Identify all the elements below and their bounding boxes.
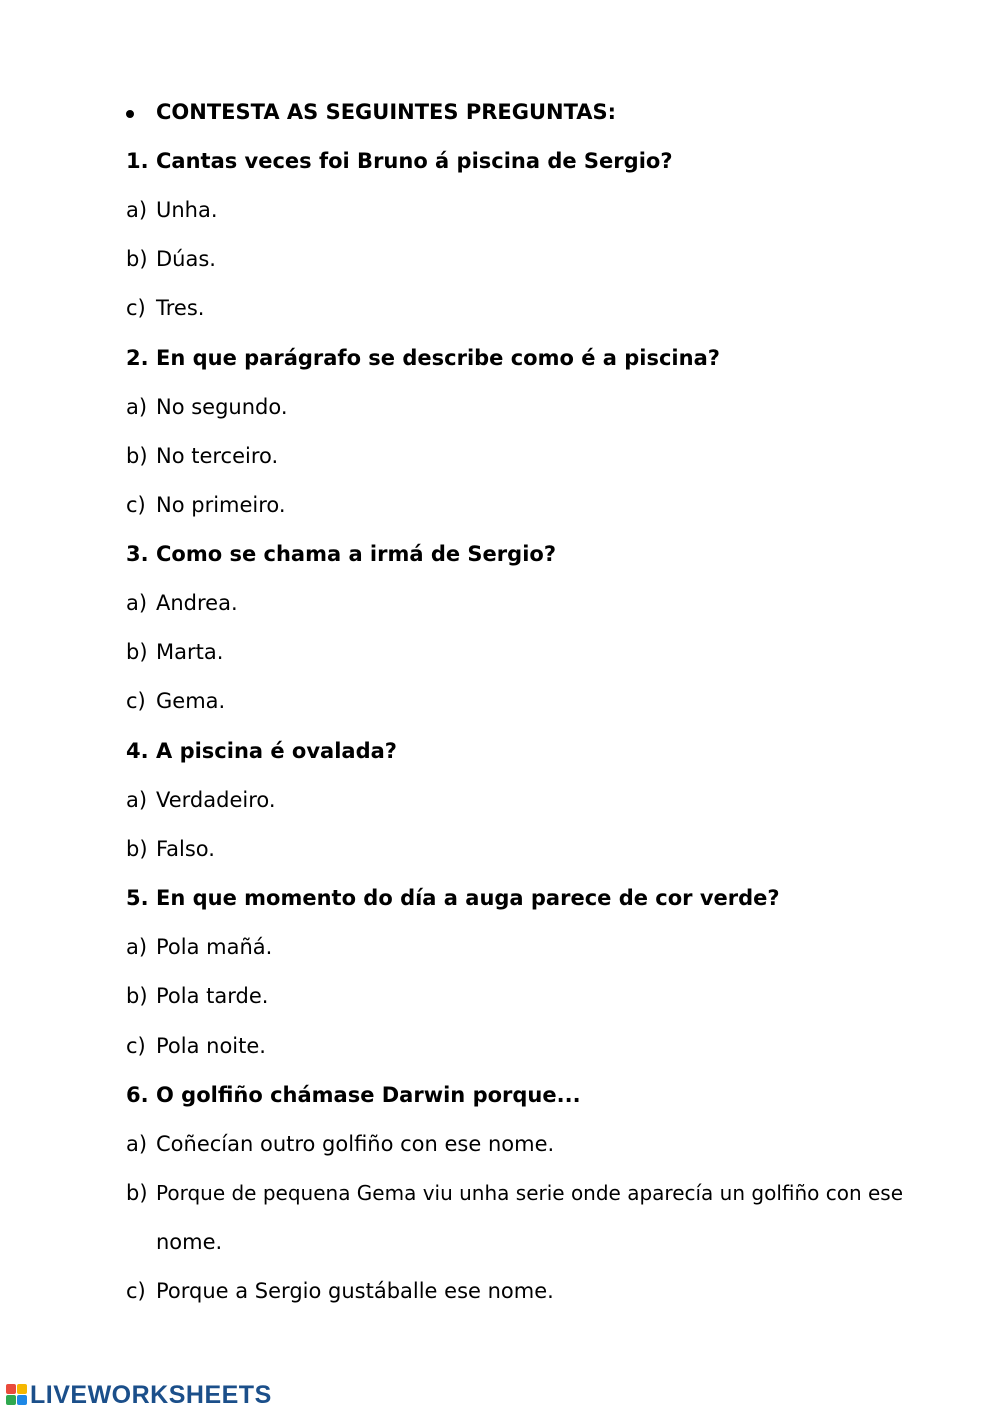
question-5	[126, 883, 780, 913]
option-6a[interactable]	[126, 1129, 554, 1159]
question-text: A piscina é ovalada?	[156, 739, 397, 763]
question-number: 2.	[126, 346, 149, 370]
option-3c[interactable]	[126, 686, 225, 716]
option-text: Verdadeiro.	[156, 788, 276, 812]
question-number: 6.	[126, 1083, 149, 1107]
option-1b[interactable]	[126, 244, 216, 274]
bullet-icon	[126, 110, 134, 118]
liveworksheets-logo[interactable]	[6, 1378, 272, 1412]
option-6c[interactable]	[126, 1276, 554, 1306]
question-number: 4.	[126, 739, 149, 763]
option-6b[interactable]	[126, 1178, 903, 1208]
logo-text: LIVEWORKSHEETS	[30, 1380, 272, 1409]
option-text: Pola mañá.	[156, 935, 273, 959]
option-6b-continuation[interactable]: nome.	[156, 1230, 223, 1254]
option-text: Gema.	[156, 689, 226, 713]
option-text: Porque de pequena Gema viu unha serie onde aparecía un golfiño con ese	[156, 1181, 904, 1205]
option-text: Marta.	[156, 640, 224, 664]
logo-block	[6, 1384, 16, 1394]
option-letter: c)	[126, 493, 146, 517]
question-text: En que momento do día a auga parece de cor verde?	[156, 886, 780, 910]
option-letter: a)	[126, 1132, 148, 1156]
question-number: 3.	[126, 542, 149, 566]
logo-blocks-icon	[6, 1384, 28, 1406]
option-letter: c)	[126, 296, 146, 320]
option-2b[interactable]	[126, 441, 278, 471]
option-4a[interactable]	[126, 785, 276, 815]
option-text: Pola noite.	[156, 1034, 266, 1058]
question-text: O golfiño chámase Darwin porque...	[156, 1083, 581, 1107]
question-4	[126, 736, 397, 766]
question-number: 5.	[126, 886, 149, 910]
option-text: Falso.	[156, 837, 215, 861]
option-letter: a)	[126, 395, 148, 419]
option-1c[interactable]	[126, 293, 204, 323]
question-2	[126, 343, 720, 373]
option-letter: a)	[126, 788, 148, 812]
logo-block	[17, 1395, 27, 1405]
option-2a[interactable]	[126, 392, 288, 422]
option-2c[interactable]	[126, 490, 286, 520]
question-6	[126, 1080, 581, 1110]
option-text: No terceiro.	[156, 444, 279, 468]
option-text: Unha.	[156, 198, 218, 222]
logo-block	[17, 1384, 27, 1394]
option-letter: b)	[126, 837, 148, 861]
question-3	[126, 539, 556, 569]
option-5a[interactable]	[126, 932, 272, 962]
option-text: Porque a Sergio gustáballe ese nome.	[156, 1279, 554, 1303]
option-3b[interactable]	[126, 637, 223, 667]
option-text: Dúas.	[156, 247, 216, 271]
option-letter: b)	[126, 640, 148, 664]
question-text: Cantas veces foi Bruno á piscina de Sergio?	[156, 149, 673, 173]
option-5b[interactable]	[126, 981, 268, 1011]
option-letter: c)	[126, 689, 146, 713]
question-1	[126, 146, 673, 176]
option-text: No segundo.	[156, 395, 288, 419]
option-letter: b)	[126, 444, 148, 468]
option-letter: b)	[126, 247, 148, 271]
question-number: 1.	[126, 149, 149, 173]
option-text: Pola tarde.	[156, 984, 269, 1008]
option-letter: b)	[126, 984, 148, 1008]
question-text: Como se chama a irmá de Sergio?	[156, 542, 556, 566]
option-text: Andrea.	[156, 591, 238, 615]
option-letter: a)	[126, 935, 148, 959]
option-letter: c)	[126, 1279, 146, 1303]
option-text: Tres.	[156, 296, 205, 320]
option-text: No primeiro.	[156, 493, 286, 517]
option-5c[interactable]	[126, 1031, 266, 1061]
option-1a[interactable]	[126, 195, 218, 225]
option-letter: c)	[126, 1034, 146, 1058]
option-4b[interactable]	[126, 834, 215, 864]
option-letter: a)	[126, 198, 148, 222]
logo-block	[6, 1395, 16, 1405]
question-text: En que parágrafo se describe como é a piscina?	[156, 346, 720, 370]
option-text: Coñecían outro golfiño con ese nome.	[156, 1132, 555, 1156]
option-3a[interactable]	[126, 588, 238, 618]
worksheet-heading: CONTESTA AS SEGUINTES PREGUNTAS:	[156, 100, 617, 124]
option-letter: a)	[126, 591, 148, 615]
option-letter: b)	[126, 1181, 148, 1205]
